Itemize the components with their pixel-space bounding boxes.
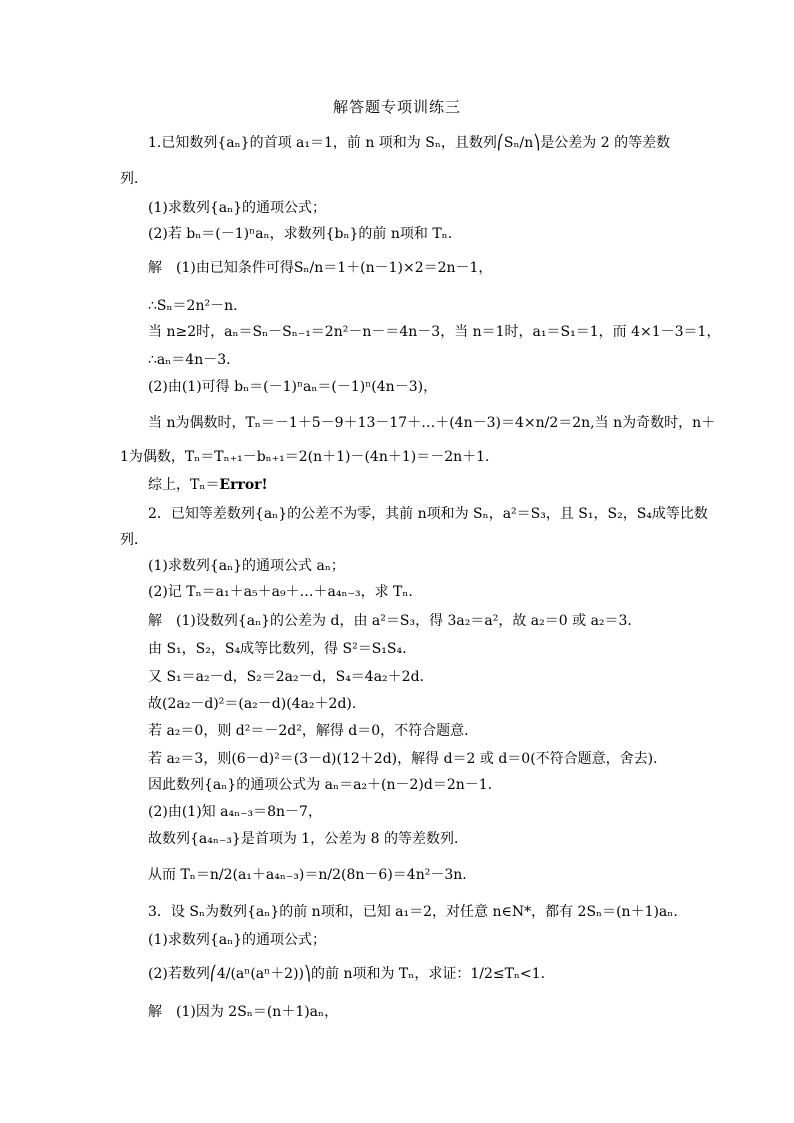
solution-1-conclusion — [148, 476, 268, 494]
solution-2-line: 若 a₂＝3，则(6－d)²＝(3－d)(12＋2d)，解得 d＝2 或 d＝0(不符合题意，舍去)． — [148, 751, 668, 767]
problem-2-statement-cont: 列． — [120, 532, 148, 548]
error-text: Error! — [219, 477, 268, 493]
solution-3-line: 解 (1)因为 2Sₙ＝(n＋1)aₙ， — [148, 1004, 339, 1020]
solution-1-line: 当 n≥2时，aₙ＝Sₙ－Sₙ₋₁＝2n²－n－＝4n－3，当 n＝1时，a₁＝S₁＝1，而 4×1－3＝1， — [148, 324, 721, 340]
solution-2-line: 从而 Tₙ＝n/2(a₁＋a₄ₙ₋₃)＝n/2(8n－6)＝4n²－3n. — [148, 867, 467, 883]
problem-1-part-2: (2)若 bₙ＝(－1)ⁿaₙ，求数列{bₙ}的前 n项和 Tₙ. — [148, 226, 453, 242]
problem-2-statement: 2．已知等差数列{aₙ}的公差不为零，其前 n项和为 Sₙ，a²＝S₃，且 S₁，S₂，S₄成等比数 — [148, 506, 708, 522]
solution-1-line: ∴Sₙ＝2n²－n. — [148, 298, 238, 314]
solution-1-line: 当 n为偶数时，Tₙ＝－1＋5－9＋13－17＋…＋(4n－3)＝4×n/2＝2n,当 n为奇数时，n＋ — [148, 415, 716, 431]
solution-1-line: 1为偶数，Tₙ＝Tₙ₊₁－bₙ₊₁＝2(n＋1)－(4n＋1)＝－2n＋1. — [120, 449, 490, 465]
problem-1-statement-cont: 列． — [120, 171, 148, 187]
page-title: 解答题专项训练三 — [332, 98, 461, 116]
solution-2-line: 因此数列{aₙ}的通项公式为 aₙ＝a₂＋(n－2)d＝2n－1. — [148, 777, 493, 793]
solution-2-line: 故数列{a₄ₙ₋₃}是首项为 1，公差为 8 的等差数列． — [148, 831, 468, 847]
solution-2-line: 若 a₂＝0，则 d²＝－2d²，解得 d＝0，不符合题意． — [148, 723, 479, 739]
solution-1-line: (2)由(1)可得 bₙ＝(－1)ⁿaₙ＝(－1)ⁿ(4n－3)， — [148, 379, 438, 395]
solution-2-line: (2)由(1)知 a₄ₙ₋₃＝8n－7， — [148, 804, 322, 820]
conclusion-prefix: 综上，Tₙ＝ — [148, 477, 220, 493]
problem-1-part-1: (1)求数列{aₙ}的通项公式； — [148, 200, 327, 216]
solution-2-line: 故(2a₂－d)²＝(a₂－d)(4a₂＋2d). — [148, 696, 357, 712]
problem-2-part-1: (1)求数列{aₙ}的通项公式 aₙ； — [148, 558, 345, 574]
problem-3-part-2: (2)若数列⎛4/(aⁿ(aⁿ＋2))⎞的前 n项和为 Tₙ，求证：1/2≤Tₙ<1. — [148, 966, 546, 982]
problem-2-part-2: (2)记 Tₙ＝a₁＋a₅＋a₉＋…＋a₄ₙ₋₃，求 Tₙ. — [148, 584, 413, 600]
problem-3-statement: 3．设 Sₙ为数列{aₙ}的前 n项和，已知 a₁＝2，对任意 n∈N*，都有 2Sₙ＝(n＋1)aₙ. — [148, 904, 678, 920]
solution-1-line: ∴aₙ＝4n－3. — [148, 352, 231, 368]
solution-2-line: 又 S₁＝a₂－d，S₂＝2a₂－d，S₄＝4a₂＋2d. — [148, 669, 424, 685]
solution-1-line: 解 (1)由已知条件可得Sₙ/n＝1＋(n－1)×2＝2n－1， — [148, 260, 493, 276]
solution-2-line: 解 (1)设数列{aₙ}的公差为 d，由 a²＝S₃，得 3a₂＝a²，故 a₂＝0 或 a₂＝3. — [148, 613, 632, 629]
problem-3-part-1: (1)求数列{aₙ}的通项公式； — [148, 932, 327, 948]
problem-1-statement: 1.已知数列{aₙ}的首项 a₁＝1，前 n 项和为 Sₙ，且数列⎛Sₙ/n⎞是公差为 2 的等差数 — [148, 135, 671, 151]
solution-2-line: 由 S₁，S₂，S₄成等比数列，得 S²＝S₁S₄. — [148, 641, 407, 657]
